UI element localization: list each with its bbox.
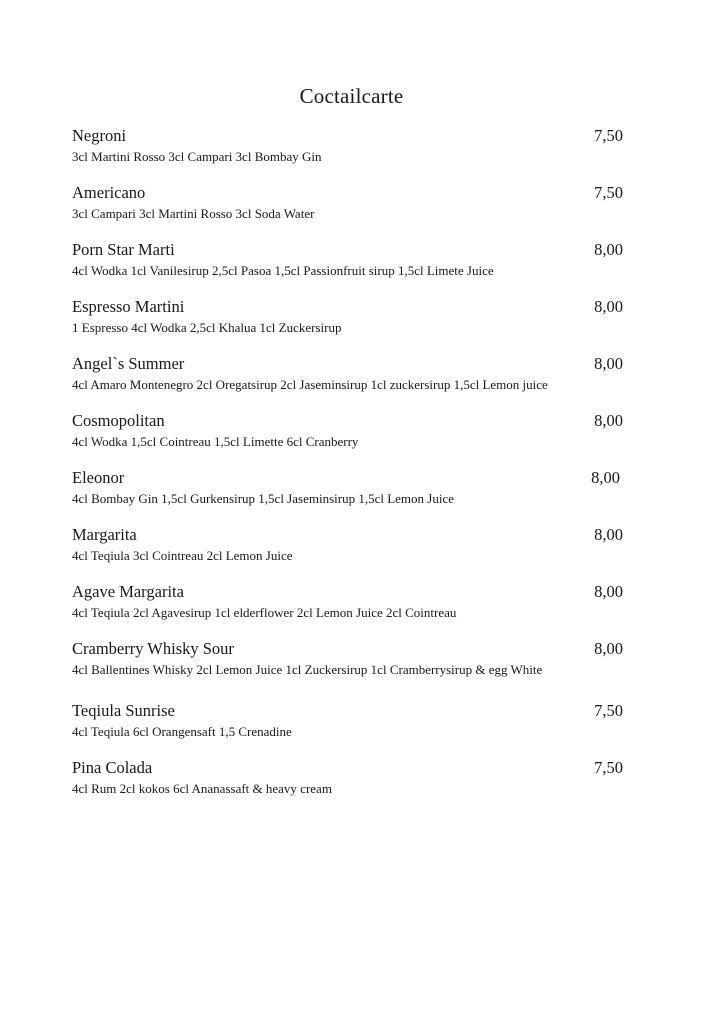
item-price: 8,00	[594, 582, 623, 601]
item-price: 7,50	[594, 126, 623, 145]
item-price: 8,00	[594, 240, 623, 259]
item-name: Espresso Martini	[72, 297, 185, 316]
menu-item	[72, 354, 632, 411]
item-price: 7,50	[594, 701, 623, 720]
menu-item	[72, 411, 632, 468]
menu-item	[72, 758, 632, 815]
item-ingredients: 4cl Bombay Gin 1,5cl Gurkensirup 1,5cl Jaseminsirup 1,5cl Lemon Juice	[72, 491, 454, 506]
item-name: Porn Star Marti	[72, 240, 175, 259]
item-name: Eleonor	[72, 468, 125, 487]
item-name: Americano	[72, 183, 146, 202]
item-ingredients: 4cl Wodka 1cl Vanilesirup 2,5cl Pasoa 1,5cl Passionfruit sirup 1,5cl Limete Juice	[72, 263, 494, 278]
menu-item	[72, 183, 632, 240]
menu-item	[72, 468, 632, 525]
item-price: 7,50	[594, 183, 623, 202]
menu-item	[72, 240, 632, 297]
item-price: 7,50	[594, 758, 623, 777]
menu-item	[72, 126, 632, 183]
item-ingredients: 4cl Amaro Montenegro 2cl Oregatsirup 2cl Jaseminsirup 1cl zuckersirup 1,5cl Lemon juice	[72, 377, 548, 392]
item-ingredients: 3cl Martini Rosso 3cl Campari 3cl Bombay Gin	[72, 149, 322, 164]
item-name: Cramberry Whisky Sour	[72, 639, 234, 658]
cocktail-list	[72, 126, 632, 815]
item-ingredients: 4cl Teqiula 6cl Orangensaft 1,5 Crenadine	[72, 724, 292, 739]
item-name: Pina Colada	[72, 758, 153, 777]
item-price: 8,00	[594, 411, 623, 430]
item-price: 8,00	[594, 297, 623, 316]
menu-item	[72, 582, 632, 639]
item-ingredients: 4cl Wodka 1,5cl Cointreau 1,5cl Limette 6cl Cranberry	[72, 434, 359, 449]
item-name: Cosmopolitan	[72, 411, 165, 430]
item-name: Agave Margarita	[72, 582, 184, 601]
item-name: Negroni	[72, 126, 127, 145]
menu-item	[72, 297, 632, 354]
item-name: Angel`s Summer	[72, 354, 185, 373]
item-price: 8,00	[594, 354, 623, 373]
item-ingredients: 4cl Rum 2cl kokos 6cl Ananassaft & heavy cream	[72, 781, 332, 796]
page-title: Coctailcarte	[299, 84, 404, 108]
item-name: Margarita	[72, 525, 137, 544]
item-ingredients: 3cl Campari 3cl Martini Rosso 3cl Soda Water	[72, 206, 315, 221]
menu-item	[72, 525, 632, 582]
menu-item	[72, 701, 632, 758]
item-ingredients: 4cl Teqiula 2cl Agavesirup 1cl elderflower 2cl Lemon Juice 2cl Cointreau	[72, 605, 457, 620]
item-name: Teqiula Sunrise	[72, 701, 175, 720]
item-ingredients: 1 Espresso 4cl Wodka 2,5cl Khalua 1cl Zuckersirup	[72, 320, 342, 335]
menu-item	[72, 639, 632, 701]
item-price: 8,00	[591, 468, 620, 487]
item-ingredients: 4cl Teqiula 3cl Cointreau 2cl Lemon Juice	[72, 548, 293, 563]
item-price: 8,00	[594, 639, 623, 658]
item-price: 8,00	[594, 525, 623, 544]
item-ingredients: 4cl Ballentines Whisky 2cl Lemon Juice 1cl Zuckersirup 1cl Cramberrysirup & egg White	[72, 662, 543, 677]
